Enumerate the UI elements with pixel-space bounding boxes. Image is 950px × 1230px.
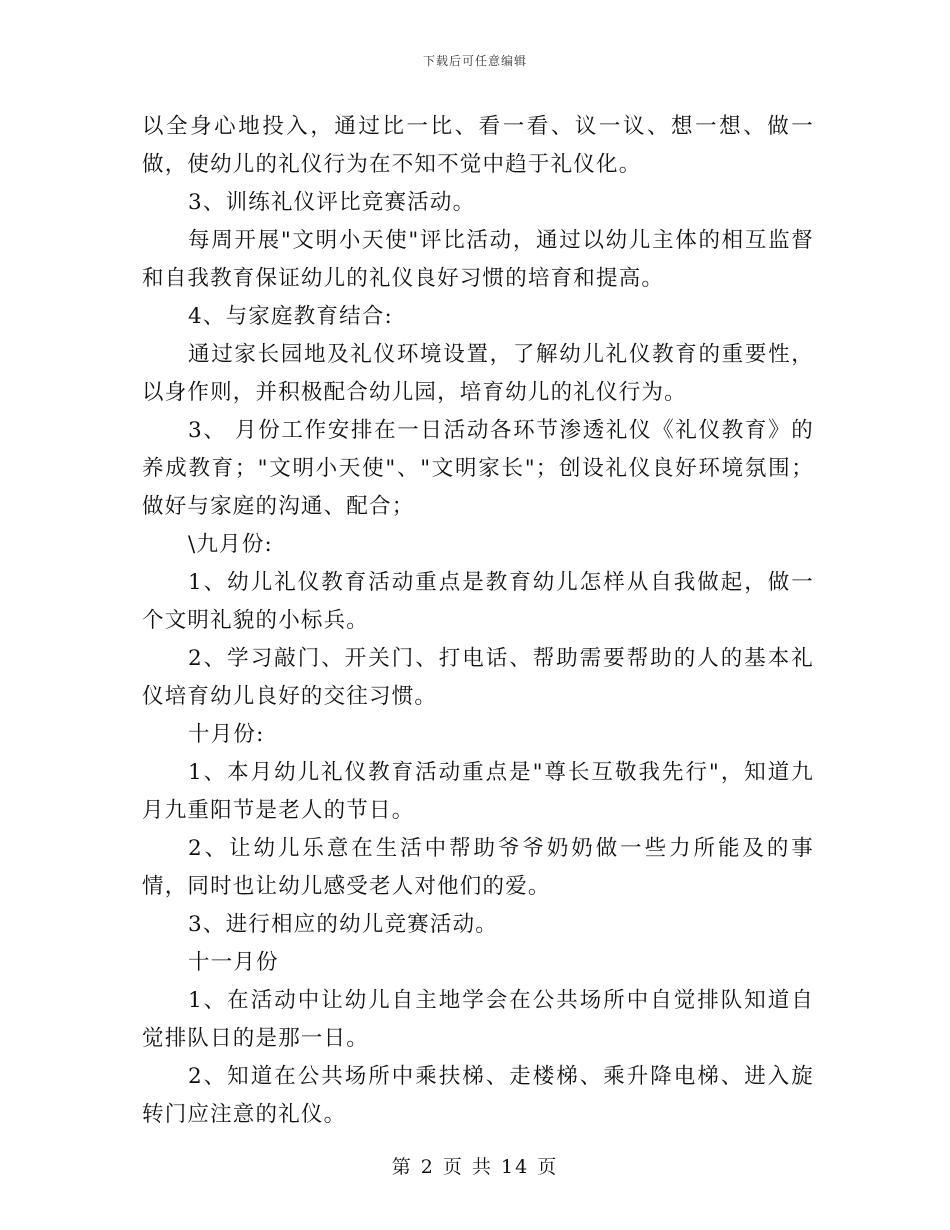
paragraph: 十月份: <box>188 722 265 747</box>
paragraph: 1、幼儿礼仪教育活动重点是教育幼儿怎样从自我做起，做一个文明礼貌的小标兵。 <box>142 570 814 633</box>
paragraph: \九月份: <box>188 532 273 557</box>
page-number: 第 2 页 共 14 页 <box>391 1156 559 1178</box>
paragraph: 十一月份 <box>188 950 279 975</box>
paragraph: 3、训练礼仪评比竞赛活动。 <box>188 190 476 215</box>
paragraph: 3、 月份工作安排在一日活动各环节渗透礼仪《礼仪教育》的养成教育；"文明小天使"、"文明家长"；创设礼仪良好环境氛围；做好与家庭的沟通、配合； <box>142 418 814 519</box>
paragraph: 1、在活动中让幼儿自主地学会在公共场所中自觉排队知道自觉排队日的是那一日。 <box>142 988 814 1051</box>
paragraph: 以全身心地投入，通过比一比、看一看、议一议、想一想、做一做，使幼儿的礼仪行为在不知不觉中趋于礼仪化。 <box>142 114 814 177</box>
page-header: 下载后可任意编辑 <box>422 54 527 68</box>
document-body <box>142 108 814 1134</box>
paragraph: 1、本月幼儿礼仪教育活动重点是"尊长互敬我先行"，知道九月九重阳节是老人的节日。 <box>142 760 814 823</box>
paragraph: 2、学习敲门、开关门、打电话、帮助需要帮助的人的基本礼仪培育幼儿良好的交往习惯。 <box>142 646 814 709</box>
paragraph: 通过家长园地及礼仪环境设置，了解幼儿礼仪教育的重要性，以身作则，并积极配合幼儿园，培育幼儿的礼仪行为。 <box>142 342 814 405</box>
paragraph: 3、进行相应的幼儿竞赛活动。 <box>188 912 498 937</box>
paragraph: 2、让幼儿乐意在生活中帮助爷爷奶奶做一些力所能及的事情，同时也让幼儿感受老人对他们的爱。 <box>142 836 814 899</box>
paragraph: 每周开展"文明小天使"评比活动，通过以幼儿主体的相互监督和自我教育保证幼儿的礼仪良好习惯的培育和提高。 <box>142 228 814 291</box>
paragraph: 2、知道在公共场所中乘扶梯、走楼梯、乘升降电梯、进入旋转门应注意的礼仪。 <box>142 1064 814 1127</box>
paragraph: 4、与家庭教育结合: <box>188 304 393 329</box>
